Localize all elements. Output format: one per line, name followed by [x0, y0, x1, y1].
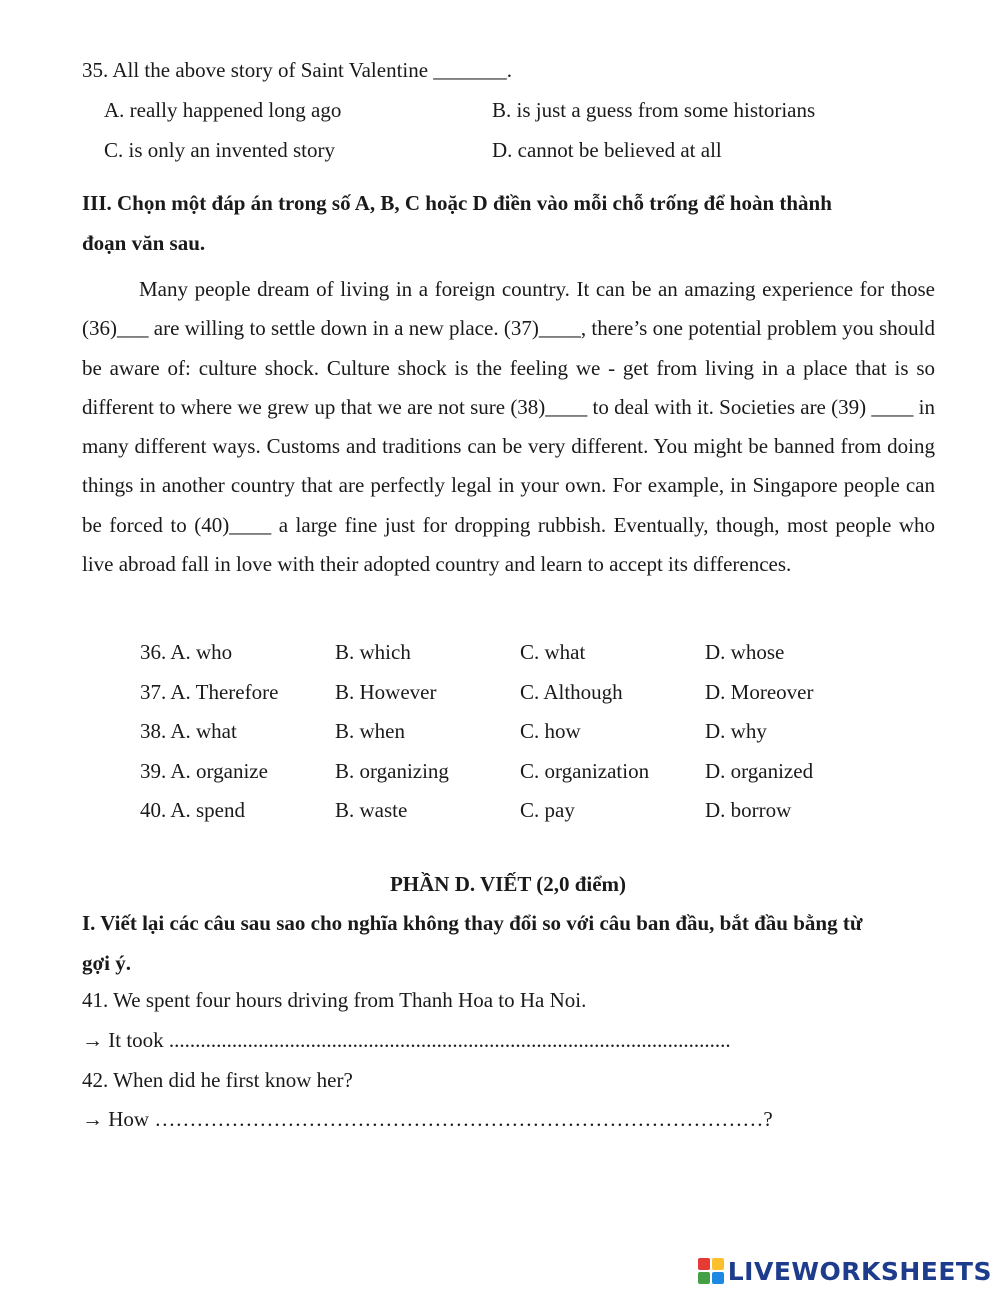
section-3-heading: III. Chọn một đáp án trong số A, B, C hoặc D điền vào mỗi chỗ trống để hoàn thành — [82, 191, 832, 215]
logo-mark-icon — [698, 1258, 724, 1284]
option-a: 37. A. Therefore — [140, 679, 279, 704]
option-a: 39. A. organize — [140, 758, 268, 783]
question-35-option-b: B. is just a guess from some historians — [492, 98, 816, 122]
question-35-option-d: D. cannot be believed at all — [492, 138, 722, 162]
part-d-title: PHẦN D. VIẾT (2,0 điểm) — [389, 872, 627, 896]
option-b: B. However — [335, 679, 437, 704]
reading-passage: Many people dream of living in a foreign country. It can be an amazing experience for those (36)___ are willing to settle down in a new place. (37)____, there’s one potential problem you should be aware of: culture shock. Culture shock is the feeling we - get from living in a place that is so different to where we grew up that we are not sure (38)____ to deal with it. Societies are (39) ____ in many different ways. Customs and traditions can be very different. You might be banned from doing things in another country that are perfectly legal in your own. For example, in Singapore people can be forced to (40)____ a large fine just for dropping rubbish. Eventually, though, most people who live abroad fall in love with their adopted country and learn to accept its differences. — [82, 277, 935, 577]
option-c: C. pay — [520, 798, 575, 822]
question-35-option-a: A. really happened long ago — [104, 98, 342, 122]
logo-square-green — [698, 1272, 710, 1284]
option-a: 40. A. spend — [140, 798, 245, 822]
logo-square-yellow — [712, 1258, 724, 1270]
question-41-answer-line[interactable]: → It took ........................................................................................................... — [82, 1028, 731, 1052]
option-b: B. which — [335, 640, 411, 664]
logo-text: LIVEWORKSHEETS — [727, 1256, 992, 1286]
option-b: B. waste — [335, 798, 408, 822]
question-35-stem: 35. All the above story of Saint Valentine _______. — [82, 58, 513, 82]
option-c: C. organization — [520, 758, 650, 783]
part-d-heading: I. Viết lại các câu sau sao cho nghĩa không thay đổi so với câu ban đầu, bắt đầu bằng từ — [82, 911, 863, 935]
option-d: D. why — [705, 719, 767, 743]
option-c: C. Although — [520, 679, 623, 704]
option-c: C. what — [520, 640, 586, 664]
section-3-heading-cont: đoạn văn sau. — [82, 231, 206, 255]
logo-square-red — [698, 1258, 710, 1270]
option-b: B. organizing — [335, 758, 449, 783]
logo-square-blue — [712, 1272, 724, 1284]
option-d: D. organized — [705, 758, 814, 783]
part-d-heading-cont: gợi ý. — [82, 951, 131, 975]
option-d: D. Moreover — [705, 679, 814, 704]
option-a: 36. A. who — [140, 640, 233, 664]
question-42: 42. When did he first know her? — [82, 1068, 353, 1092]
question-35-option-c: C. is only an invented story — [104, 138, 335, 162]
question-42-answer-line[interactable]: → How ……………………………………………………………………………? — [82, 1107, 773, 1131]
option-a: 38. A. what — [140, 719, 237, 743]
liveworksheets-logo — [698, 1256, 992, 1286]
option-d: D. whose — [705, 640, 785, 664]
option-d: D. borrow — [705, 798, 792, 822]
option-b: B. when — [335, 719, 405, 743]
question-41: 41. We spent four hours driving from Thanh Hoa to Ha Noi. — [82, 988, 587, 1012]
option-c: C. how — [520, 719, 581, 743]
